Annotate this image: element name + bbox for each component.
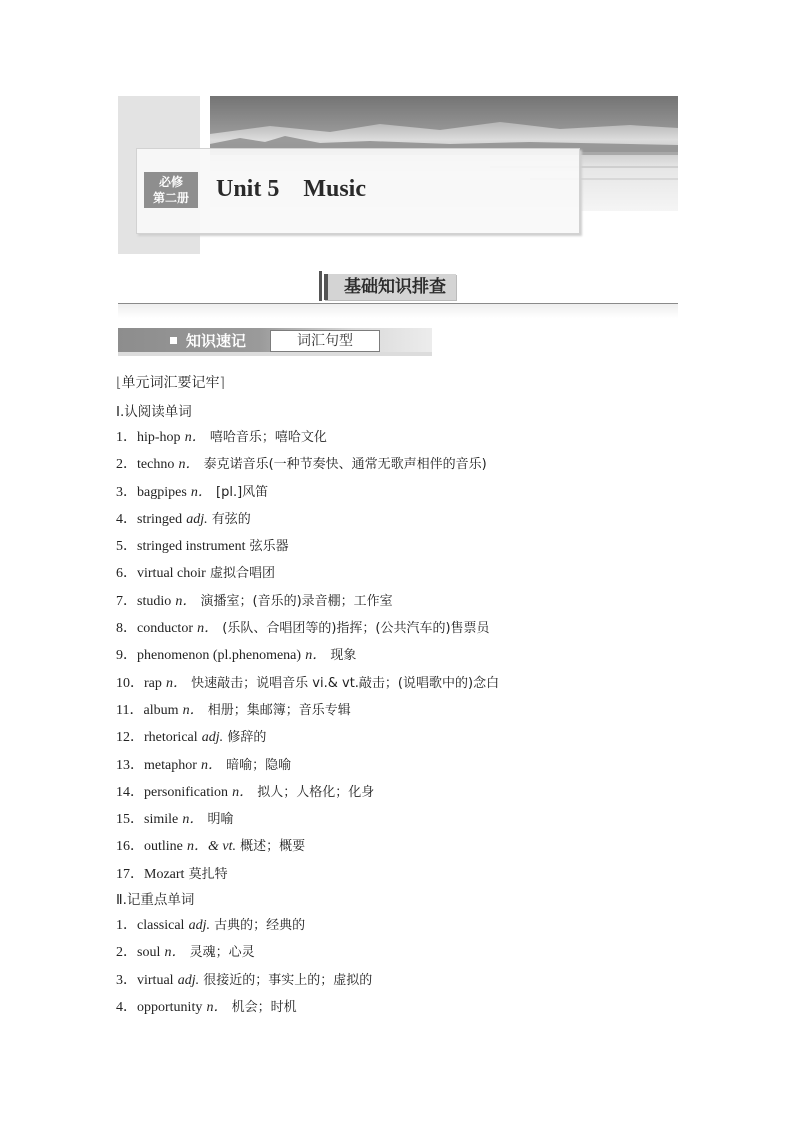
entry-chinese: 修辞的	[227, 730, 267, 746]
entry-chinese: (乐队、合唱团等的)指挥；(公共汽车的)售票员	[222, 621, 490, 637]
entry-number: 12．	[116, 730, 144, 746]
entry-part-of-speech: n．	[166, 675, 188, 691]
entry-number: 16．	[116, 839, 144, 855]
knowledge-bar	[118, 328, 432, 356]
word-entry	[116, 479, 676, 506]
entry-number: 7．	[116, 593, 137, 609]
entry-english: techno	[137, 457, 175, 473]
entry-part-of-speech: adj.	[177, 972, 200, 988]
entry-number: 3．	[116, 484, 137, 500]
entry-number: 15．	[116, 812, 144, 828]
entry-number: 17．	[116, 866, 144, 882]
entry-english: metaphor	[144, 757, 197, 773]
entry-part-of-speech: n．	[190, 484, 212, 500]
bracket-left-icon: ⌊	[116, 375, 122, 391]
word-entry	[116, 424, 676, 451]
entry-chinese: 机会；时机	[231, 999, 297, 1015]
entry-english: stringed	[137, 511, 183, 527]
entry-chinese: 虚拟合唱团	[209, 566, 275, 582]
entry-chinese: 泰克诺音乐(一种节奏快、通常无歌声相伴的音乐)	[203, 457, 487, 473]
word-entry	[116, 861, 676, 888]
entry-number: 2．	[116, 945, 137, 961]
entry-chinese: 现象	[330, 648, 357, 664]
entry-english: classical	[137, 918, 185, 934]
word-entry	[116, 752, 676, 779]
entry-chinese: 相册；集邮簿；音乐专辑	[207, 702, 351, 718]
entry-english: soul	[137, 945, 161, 961]
unit-banner	[118, 96, 678, 254]
book-volume-tag	[144, 172, 198, 208]
bracket-right-icon: ⌉	[219, 375, 225, 391]
part2-title: Ⅱ.记重点单词	[116, 892, 195, 909]
entry-number: 5．	[116, 539, 137, 555]
word-entry	[116, 533, 676, 560]
word-entry	[116, 912, 676, 939]
entry-chinese: 嘻哈音乐；嘻哈文化	[209, 430, 327, 445]
part1-word-list	[116, 424, 676, 888]
entry-part-of-speech: adj.	[201, 730, 224, 746]
vocab-heading-text: 单元词汇要记牢	[121, 375, 220, 391]
word-entry	[116, 779, 676, 806]
entry-number: 4．	[116, 511, 137, 527]
word-entry	[116, 506, 676, 533]
entry-english: stringed instrument	[137, 539, 246, 555]
entry-english: outline	[144, 839, 183, 855]
entry-number: 9．	[116, 648, 137, 664]
word-entry	[116, 560, 676, 587]
entry-english: simile	[144, 812, 179, 828]
entry-part-of-speech: n．	[232, 784, 254, 800]
word-entry	[116, 670, 676, 697]
entry-part-of-speech: n．& vt.	[187, 839, 237, 855]
part1-title: Ⅰ.认阅读单词	[116, 404, 192, 420]
vocab-heading	[116, 370, 676, 396]
knowledge-bar-underline	[118, 352, 432, 356]
entry-number: 1．	[116, 918, 137, 934]
word-entry	[116, 615, 676, 642]
entry-part-of-speech: n．	[184, 430, 206, 445]
entry-part-of-speech: n．	[178, 457, 200, 473]
word-entry	[116, 806, 676, 833]
entry-english: album	[143, 702, 179, 718]
word-entry	[116, 967, 676, 994]
vocab-content	[116, 370, 676, 1021]
entry-english: virtual choir	[137, 566, 206, 582]
section-shade	[118, 304, 678, 318]
entry-part-of-speech: n．	[164, 945, 186, 961]
word-entry	[116, 724, 676, 751]
entry-english: opportunity	[137, 999, 203, 1015]
entry-part-of-speech: adj.	[186, 511, 208, 527]
entry-part-of-speech: n．	[305, 648, 327, 664]
entry-chinese: 有弦的	[211, 511, 251, 527]
tab-vocabulary-sentences: 词汇句型	[270, 330, 380, 352]
entry-number: 10．	[116, 675, 144, 691]
entry-english: Mozart	[144, 866, 185, 882]
entry-part-of-speech: n．	[197, 621, 219, 637]
entry-english: bagpipes	[137, 484, 187, 500]
entry-english: phenomenon (pl.phenomena)	[137, 648, 302, 664]
entry-chinese: 很接近的；事实上的；虚拟的	[203, 972, 373, 988]
entry-english: rap	[144, 675, 162, 691]
word-entry	[116, 588, 676, 615]
word-entry	[116, 642, 676, 669]
entry-part-of-speech: adj.	[188, 918, 210, 934]
part2-word-list	[116, 912, 676, 1021]
entry-number: 1．	[116, 430, 137, 445]
entry-english: conductor	[137, 621, 193, 637]
knowledge-bar-label: 知识速记	[170, 330, 246, 352]
entry-part-of-speech: n．	[175, 593, 197, 609]
book-tag-line2: 第二册	[152, 191, 189, 205]
entry-part-of-speech: n．	[182, 812, 204, 828]
entry-part-of-speech: n．	[182, 702, 204, 718]
word-entry	[116, 451, 676, 478]
book-tag-line1: 必修	[158, 175, 183, 189]
section-title: 基础知识排查	[324, 274, 456, 300]
word-entry	[116, 994, 676, 1021]
entry-english: virtual	[137, 972, 174, 988]
word-entry	[116, 697, 676, 724]
entry-chinese: 演播室；(音乐的)录音棚；工作室	[200, 593, 393, 609]
entry-number: 6．	[116, 566, 137, 582]
entry-number: 4．	[116, 999, 137, 1015]
entry-chinese: [pl.]风笛	[216, 484, 269, 500]
entry-chinese: 快速敲击；说唱音乐 vi.& vt.敲击；(说唱歌中的)念白	[191, 675, 500, 691]
entry-chinese: 古典的；经典的	[214, 918, 306, 934]
entry-chinese: 暗喻；隐喻	[226, 757, 292, 773]
entry-chinese: 灵魂；心灵	[189, 945, 255, 961]
entry-chinese: 弦乐器	[249, 539, 289, 555]
section-header	[118, 268, 678, 320]
unit-title: Unit 5 Music	[216, 176, 366, 202]
entry-chinese: 明喻	[207, 812, 234, 828]
entry-part-of-speech: n．	[206, 999, 228, 1015]
entry-chinese: 拟人；人格化；化身	[257, 784, 375, 800]
entry-number: 13．	[116, 757, 144, 773]
entry-chinese: 概述；概要	[240, 839, 306, 855]
entry-number: 11．	[116, 702, 144, 718]
entry-number: 8．	[116, 621, 137, 637]
entry-english: hip-hop	[137, 430, 181, 445]
entry-number: 2．	[116, 457, 137, 473]
entry-english: personification	[144, 784, 228, 800]
entry-chinese: 莫扎特	[188, 866, 228, 882]
entry-number: 14．	[116, 784, 144, 800]
word-entry	[116, 939, 676, 966]
entry-english: rhetorical	[144, 730, 198, 746]
entry-number: 3．	[116, 972, 137, 988]
entry-part-of-speech: n．	[201, 757, 223, 773]
entry-english: studio	[137, 593, 172, 609]
word-entry	[116, 833, 676, 860]
